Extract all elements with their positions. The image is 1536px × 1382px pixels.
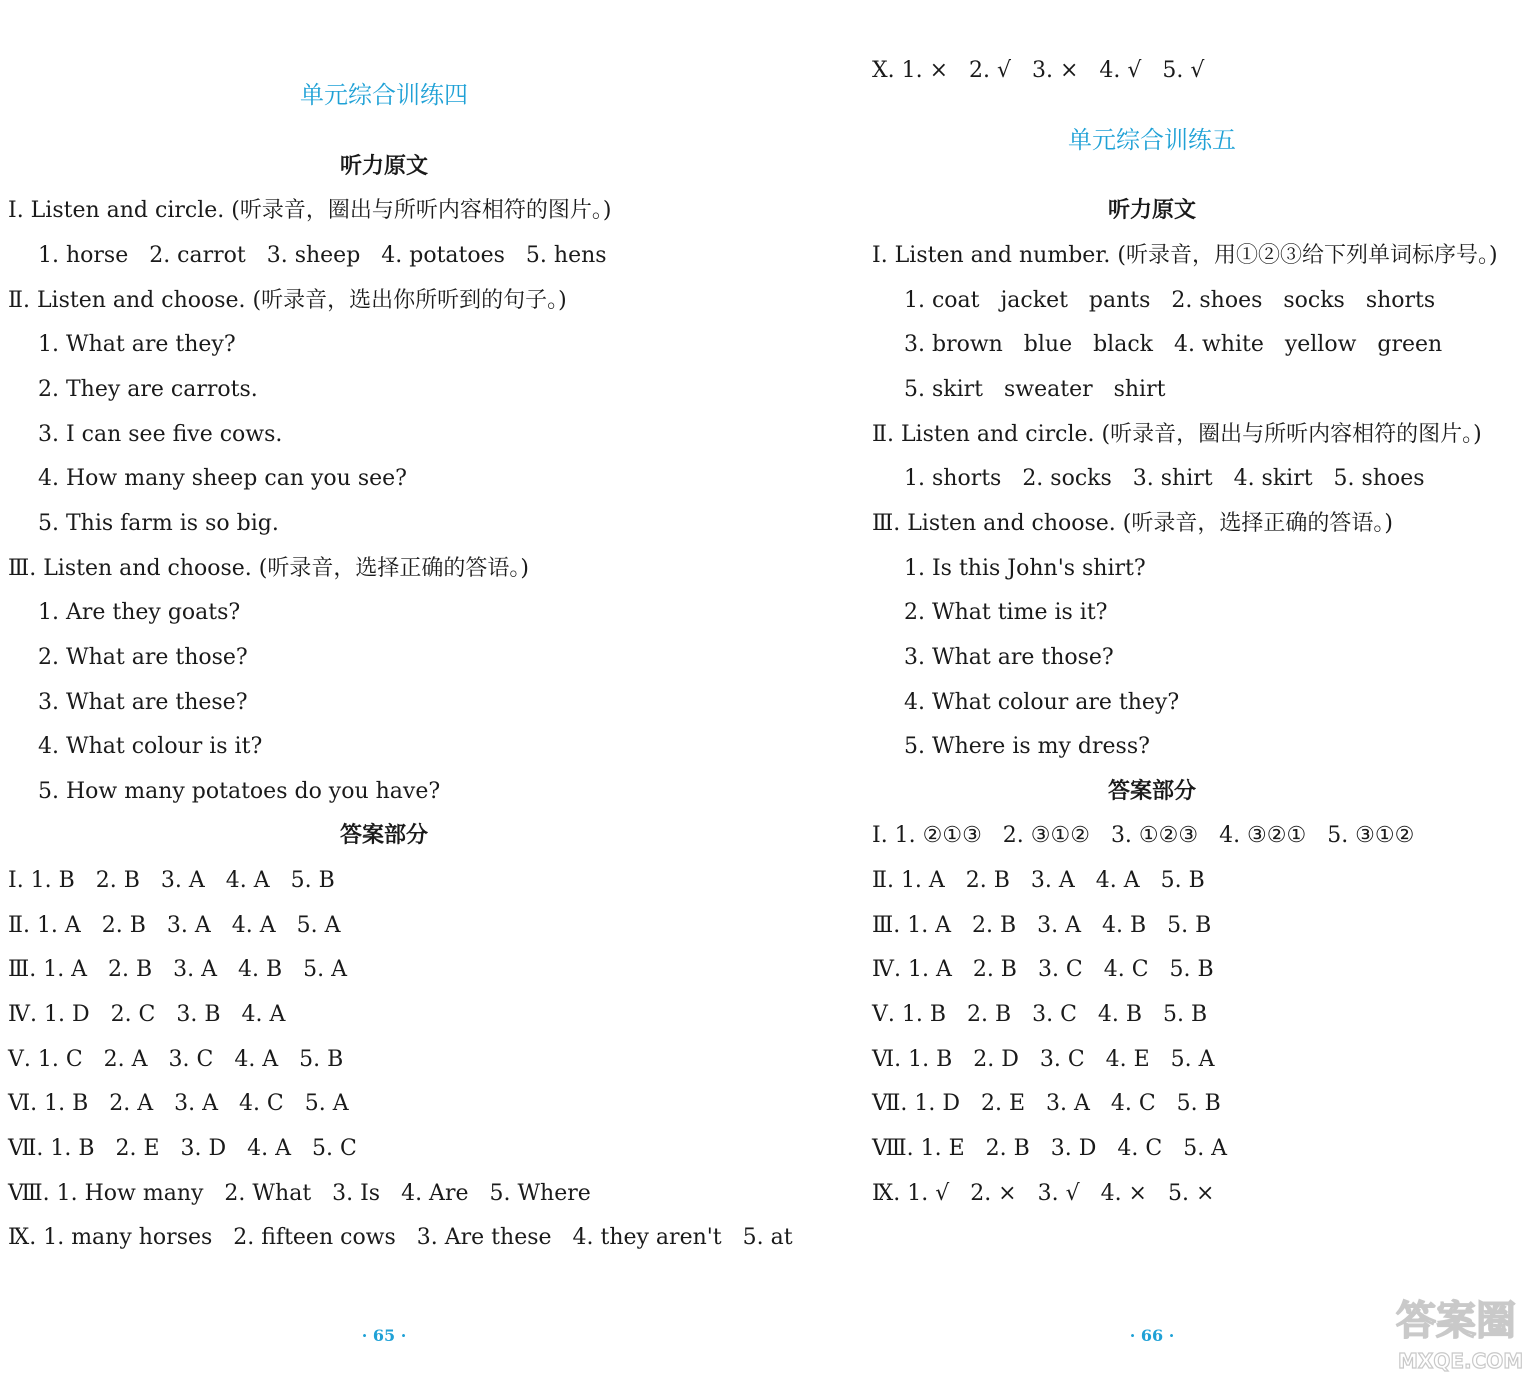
listening-line: 5. How many potatoes do you have?	[38, 779, 441, 804]
watermark-text: 答案圈	[1396, 1298, 1516, 1344]
listening-line: 1. Are they goats?	[38, 600, 241, 625]
answer-line: Ⅰ. 1. ②①③ 2. ③①② 3. ①②③ 4. ③②① 5. ③①②	[872, 823, 1415, 848]
answer-line: Ⅴ. 1. C 2. A 3. C 4. A 5. B	[8, 1047, 344, 1072]
listening-line: 5. Where is my dress?	[904, 734, 1150, 759]
answer-line: Ⅱ. 1. A 2. B 3. A 4. A 5. A	[8, 913, 341, 938]
listening-line: 4. What colour is it?	[38, 734, 263, 759]
answers-heading: 答案部分	[1107, 779, 1196, 804]
listening-line: Ⅰ. Listen and circle. (听录音，圈出与所听内容相符的图片。)	[8, 198, 612, 223]
unit-title: 单元综合训练五	[1068, 126, 1236, 154]
unit-title: 单元综合训练四	[300, 81, 468, 109]
watermark-url: MXQE.COM	[1398, 1349, 1524, 1373]
listening-line: 5. This farm is so big.	[38, 511, 279, 536]
listening-line: 4. How many sheep can you see?	[38, 466, 407, 491]
listening-line: Ⅲ. Listen and choose. (听录音，选择正确的答语。)	[8, 556, 529, 581]
answer-line: Ⅳ. 1. D 2. C 3. B 4. A	[8, 1002, 286, 1027]
listening-line: Ⅰ. Listen and number. (听录音，用①②③给下列单词标序号。)	[872, 243, 1498, 268]
listening-line: 5. skirt sweater shirt	[904, 377, 1166, 402]
answer-line: Ⅵ. 1. B 2. D 3. C 4. E 5. A	[872, 1047, 1215, 1072]
answer-line: Ⅷ. 1. E 2. B 3. D 4. C 5. A	[872, 1136, 1228, 1161]
answer-line: Ⅰ. 1. B 2. B 3. A 4. A 5. B	[8, 868, 335, 893]
listening-line: 4. What colour are they?	[904, 690, 1180, 715]
watermark-logo	[1390, 1286, 1530, 1376]
listening-line: 1. Is this John's shirt?	[904, 556, 1146, 581]
listening-line: 2. What are those?	[38, 645, 248, 670]
listening-heading: 听力原文	[339, 154, 428, 179]
answer-line: Ⅶ. 1. B 2. E 3. D 4. A 5. C	[8, 1136, 357, 1161]
listening-line: Ⅱ. Listen and choose. (听录音，选出你所听到的句子。)	[8, 288, 567, 313]
answer-line-top: Ⅹ. 1. × 2. √ 3. × 4. √ 5. √	[872, 58, 1205, 83]
answer-line: Ⅳ. 1. A 2. B 3. C 4. C 5. B	[872, 957, 1214, 982]
listening-line: Ⅱ. Listen and circle. (听录音，圈出与所听内容相符的图片。)	[872, 422, 1482, 447]
listening-line: 2. They are carrots.	[38, 377, 258, 402]
answer-line: Ⅴ. 1. B 2. B 3. C 4. B 5. B	[872, 1002, 1208, 1027]
answer-line: Ⅲ. 1. A 2. B 3. A 4. B 5. B	[872, 913, 1212, 938]
listening-line: 2. What time is it?	[904, 600, 1108, 625]
listening-line: 1. horse 2. carrot 3. sheep 4. potatoes 5. hens	[38, 243, 607, 268]
listening-line: 1. What are they?	[38, 332, 236, 357]
page-number: · 66 ·	[1129, 1326, 1175, 1345]
answer-line: Ⅲ. 1. A 2. B 3. A 4. B 5. A	[8, 957, 348, 982]
answer-line: Ⅸ. 1. many horses 2. fifteen cows 3. Are these 4. they aren't 5. at	[8, 1225, 793, 1250]
answer-line: Ⅷ. 1. How many 2. What 3. Is 4. Are 5. Where	[8, 1181, 591, 1206]
answer-line: Ⅱ. 1. A 2. B 3. A 4. A 5. B	[872, 868, 1205, 893]
listening-line: 3. What are those?	[904, 645, 1114, 670]
listening-line: 3. What are these?	[38, 690, 248, 715]
listening-line: 3. brown blue black 4. white yellow green	[904, 332, 1443, 357]
listening-line: 1. coat jacket pants 2. shoes socks shorts	[904, 288, 1436, 313]
listening-line: Ⅲ. Listen and choose. (听录音，选择正确的答语。)	[872, 511, 1393, 536]
answers-heading: 答案部分	[339, 823, 428, 848]
answer-line: Ⅸ. 1. √ 2. × 3. √ 4. × 5. ×	[872, 1181, 1215, 1206]
page-number: · 65 ·	[361, 1326, 407, 1345]
answer-line: Ⅶ. 1. D 2. E 3. A 4. C 5. B	[872, 1091, 1221, 1116]
listening-line: 3. I can see five cows.	[38, 422, 283, 447]
listening-heading: 听力原文	[1107, 198, 1196, 223]
listening-line: 1. shorts 2. socks 3. shirt 4. skirt 5. shoes	[904, 466, 1425, 491]
answer-line: Ⅵ. 1. B 2. A 3. A 4. C 5. A	[8, 1091, 349, 1116]
